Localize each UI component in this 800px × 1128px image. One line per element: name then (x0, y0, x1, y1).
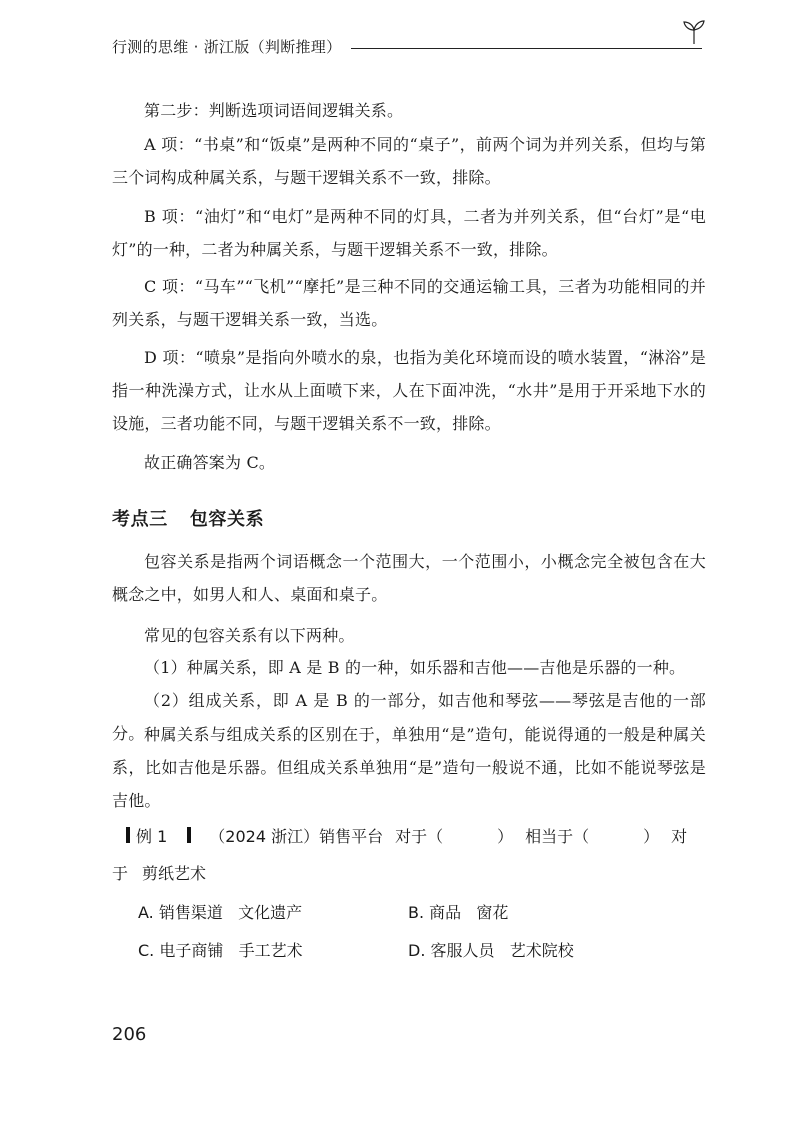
option-a-analysis: A 项：“书桌”和“饭桌”是两种不同的“桌子”，前两个词为并列关系，但均与第三个词构成种属关系，与题干逻辑关系不一致，排除。 (112, 135, 706, 187)
option-b-analysis: B 项：“油灯”和“电灯”是两种不同的灯具，二者为并列关系，但“台灯”是“电灯”的一种，二者为种属关系，与题干逻辑关系不一致，排除。 (112, 207, 706, 259)
header-rule (351, 48, 702, 49)
section-heading (112, 505, 264, 531)
example-tag: 例 1 (136, 826, 168, 846)
example-source: （2024 浙江） (209, 826, 320, 846)
option-d[interactable]: D. 客服人员 艺术院校 (408, 940, 574, 960)
option-a[interactable]: A. 销售渠道 文化遗产 (138, 902, 303, 922)
page-number: 206 (112, 1024, 147, 1045)
sprout-icon (679, 16, 709, 46)
section-label: 考点三 (112, 509, 168, 530)
example-connector-3: 对 (671, 826, 688, 846)
running-header (112, 34, 702, 58)
example-word-2: 剪纸艺术 (142, 863, 207, 883)
example-question (112, 820, 706, 886)
example-connector-2: 相当于（ (525, 826, 590, 846)
example-connector-1: 对于（ (395, 826, 444, 846)
option-d-analysis: D 项：“喷泉”是指向外喷水的泉，也指为美化环境而设的喷水装置，“淋浴”是指一种洗澡方式，让水从上面喷下来，人在下面冲洗，“水井”是用于开采地下水的设施，三者功能不同，与题干逻辑关系不一致，排除。 (112, 348, 706, 433)
example-bar-right (187, 827, 191, 843)
difference-paragraph: 种属关系与组成关系的区别在于，单独用“是”造句，能说得通的一般是种属关系，比如吉他是乐器。但组成关系单独用“是”造句一般说不通，比如不能说琴弦是吉他。 (112, 725, 706, 810)
example-connector-3-cont: 于 (112, 863, 129, 883)
option-b[interactable]: B. 商品 窗花 (408, 902, 509, 922)
example-blank-2-close: ） (643, 826, 660, 846)
definition-paragraph: 包容关系是指两个词语概念一个范围大，一个范围小，小概念完全被包含在大概念之中，如男人和人、桌面和桌子。 (112, 552, 706, 604)
common-types-paragraph: 常见的包容关系有以下两种。 (144, 626, 355, 645)
header-title: 行测的思维 · 浙江版（判断推理） (112, 37, 342, 56)
section-title: 包容关系 (189, 509, 265, 530)
example-blank-1-close: ） (497, 826, 514, 846)
step2-paragraph: 第二步：判断选项词语间逻辑关系。 (144, 101, 404, 120)
option-c[interactable]: C. 电子商铺 手工艺术 (138, 940, 303, 960)
type-1-paragraph: （1）种属关系，即 A 是 B 的一种，如乐器和吉他——吉他是乐器的一种。 (144, 658, 686, 677)
example-word-1: 销售平台 (319, 826, 384, 846)
type-2-paragraph: （2）组成关系，即 A 是 B 的一部分，如吉他和琴弦——琴弦是吉他的一部分。 (112, 691, 706, 743)
option-c-analysis: C 项：“马车”“飞机”“摩托”是三种不同的交通运输工具，三者为功能相同的并列关系，与题干逻辑关系一致，当选。 (112, 277, 706, 329)
example-bar-left (126, 827, 130, 843)
example-stem-line1 (112, 820, 706, 850)
answer-options (138, 892, 698, 968)
example-stem-line2 (112, 858, 706, 886)
answer-paragraph: 故正确答案为 C。 (144, 453, 276, 472)
